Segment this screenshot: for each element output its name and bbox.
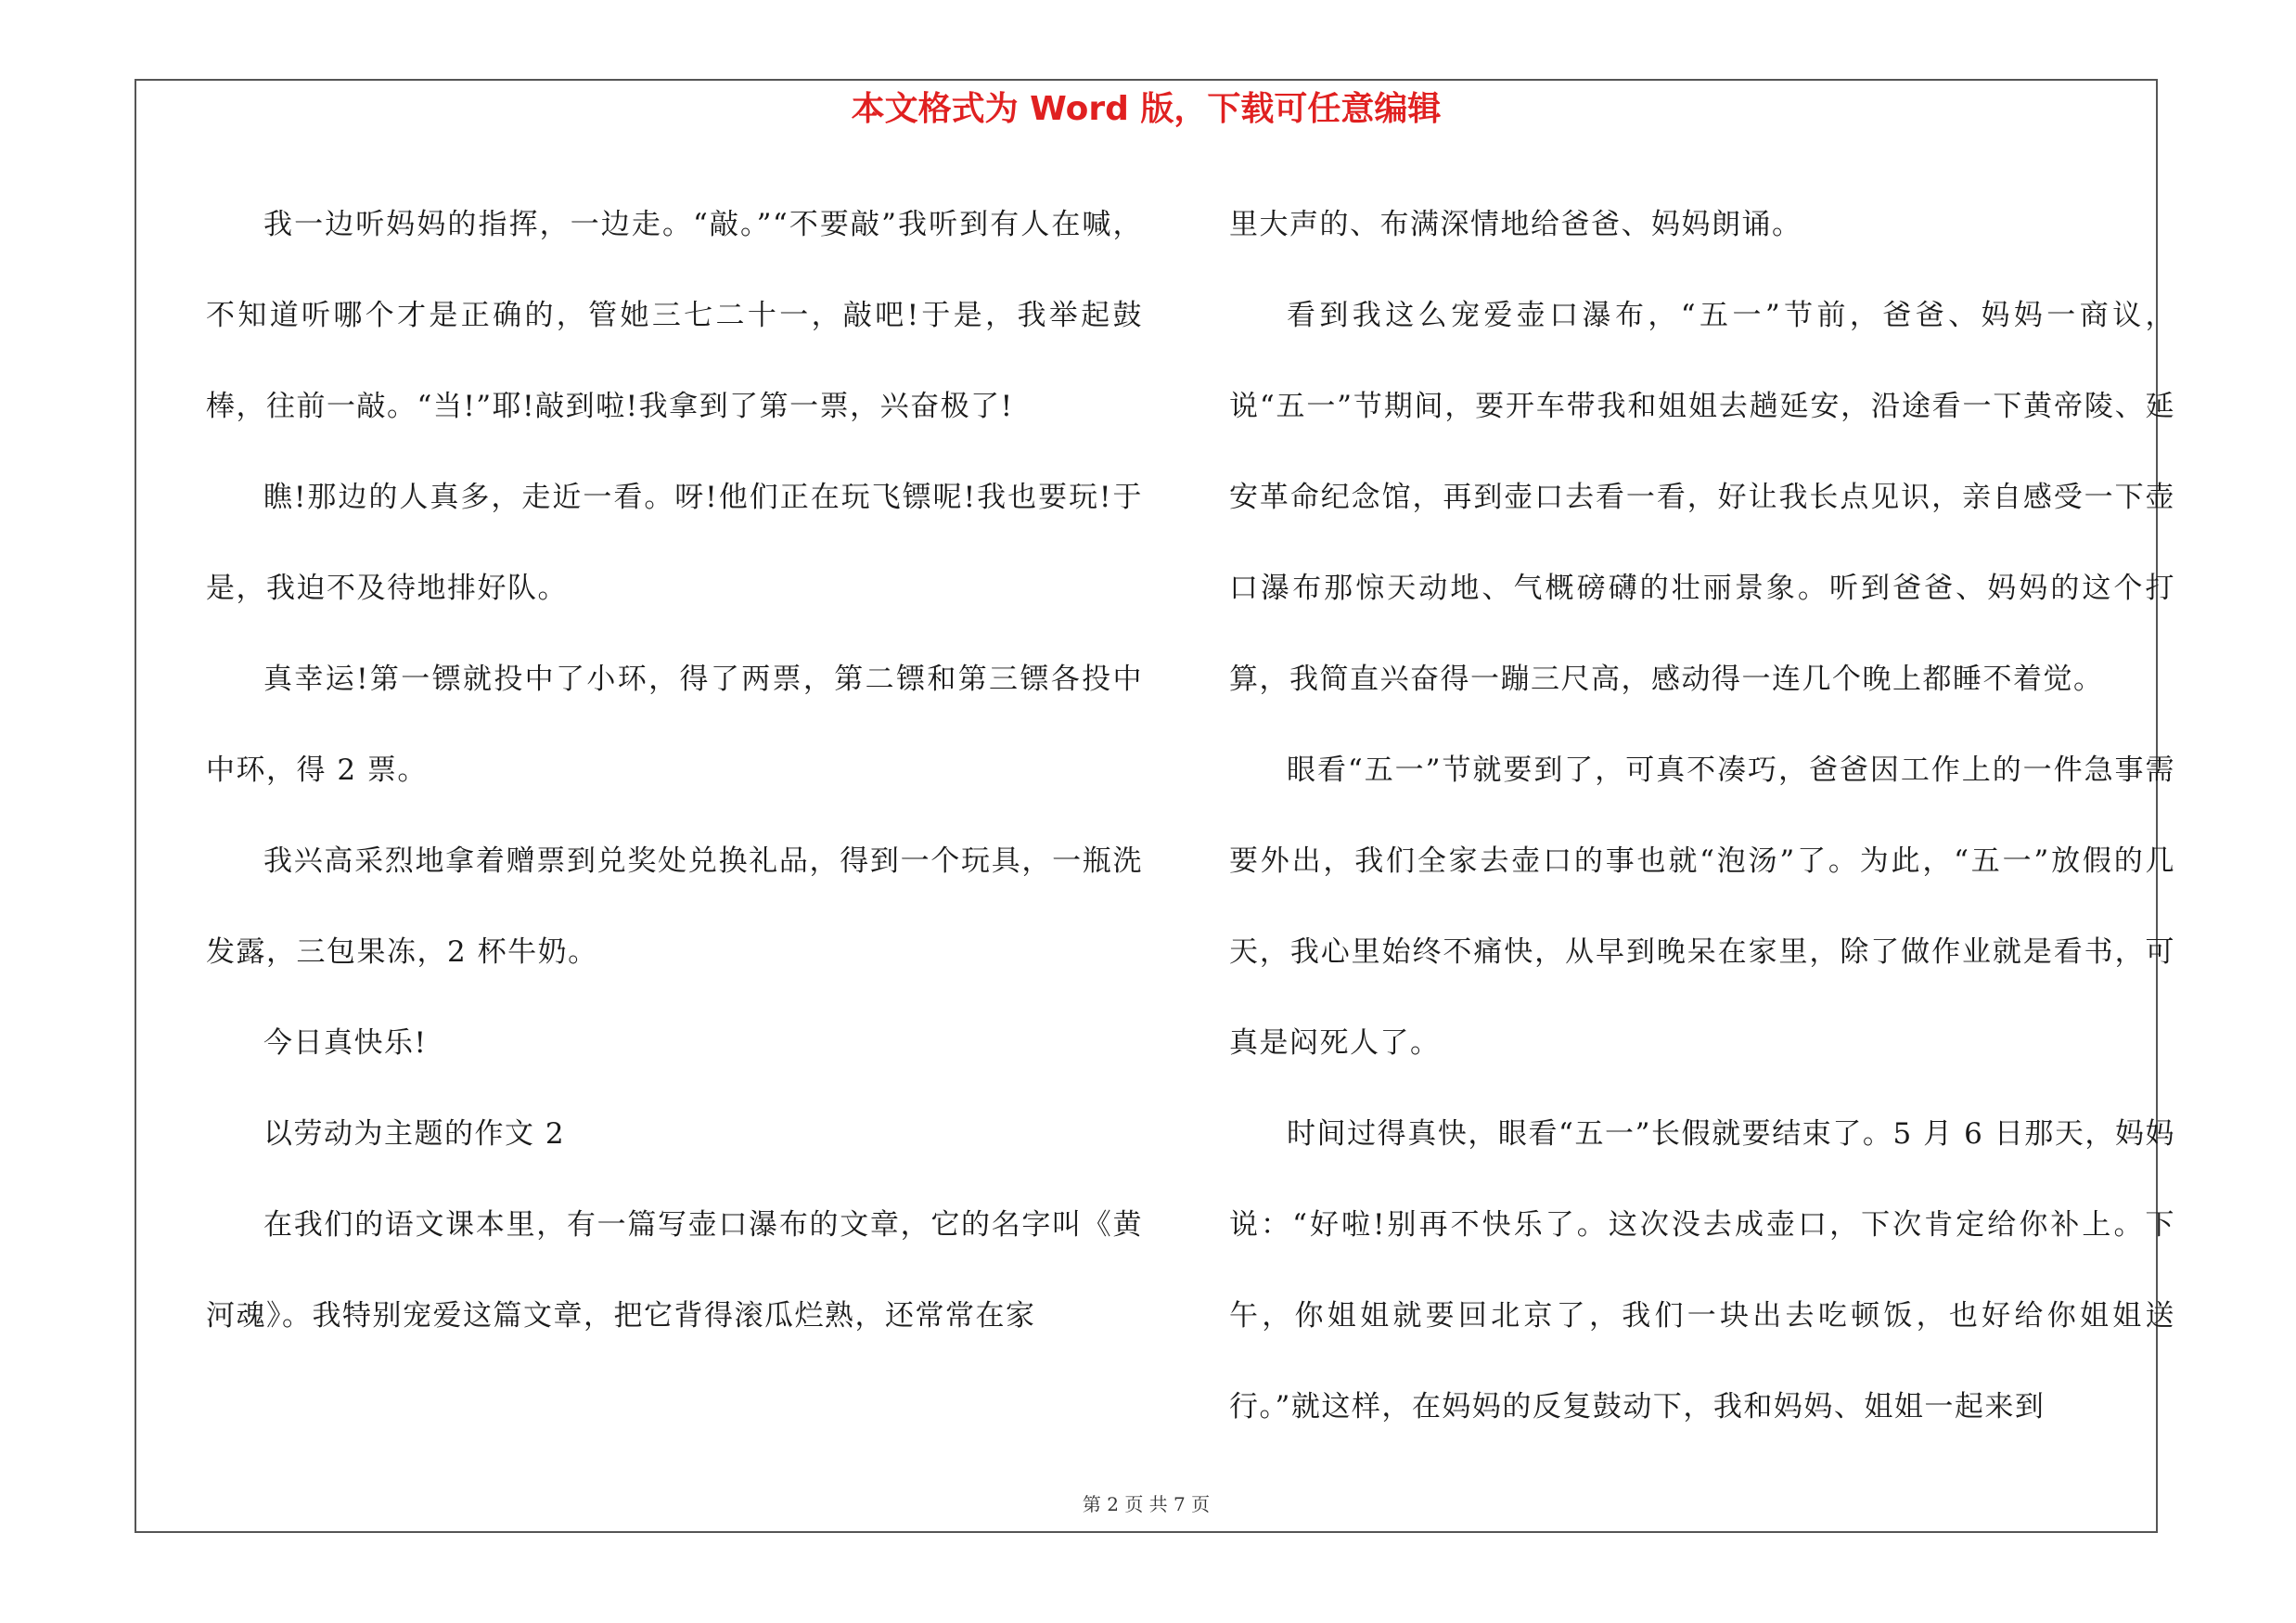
- section-heading: 以劳动为主题的作文 2: [263, 1117, 566, 1151]
- paragraph: 瞧!那边的人真多，走近一看。呀!他们正在玩飞镖呢!我也要玩!于是，我迫不及待地排好队。: [206, 481, 1143, 605]
- paragraph: 我一边听妈妈的指挥，一边走。“敲。”“不要敲”我听到有人在喊，不知道听哪个才是正确的，管她三七二十一，敲吧!于是，我举起鼓棒，往前一敲。“当!”耶!敲到啦!我拿到了第一票，兴奋极了!: [206, 208, 1143, 423]
- paragraph: 在我们的语文课本里，有一篇写壶口瀑布的文章，它的名字叫《黄河魂》。我特别宠爱这篇文章，把它背得滚瓜烂熟，还常常在家: [206, 1208, 1143, 1333]
- paragraph: 时间过得真快，眼看“五一”长假就要结束了。5 月 6 日那天，妈妈说：“好啦!别再不快乐了。这次没去成壶口，下次肯定给你补上。下午，你姐姐就要回北京了，我们一块出去吃顿饭，也好给你姐姐送行。”就这样，在妈妈的反复鼓动下，我和妈妈、姐姐一起来到: [1229, 1117, 2175, 1423]
- page-number: 第 2 页 共 7 页: [1082, 1493, 1211, 1515]
- paragraph: 今日真快乐!: [263, 1026, 428, 1060]
- header-banner: 本文格式为 Word 版，下载可任意编辑: [851, 90, 1442, 128]
- paragraph: 眼看“五一”节就要到了，可真不凑巧，爸爸因工作上的一件急事需要外出，我们全家去壶口的事也就“泡汤”了。为此，“五一”放假的几天，我心里始终不痛快，从早到晚呆在家里，除了做作业就是看书，可真是闷死人了。: [1229, 754, 2175, 1060]
- paragraph: 我兴高采烈地拿着赠票到兑奖处兑换礼品，得到一个玩具，一瓶洗发露，三包果冻，2 杯牛奶。: [206, 844, 1143, 969]
- right-column: [1229, 179, 2175, 1452]
- paragraph: 看到我这么宠爱壶口瀑布，“五一”节前，爸爸、妈妈一商议，说“五一”节期间，要开车带我和姐姐去趟延安，沿途看一下黄帝陵、延安革命纪念馆，再到壶口去看一看，好让我长点见识，亲自感受一下壶口瀑布那惊天动地、气概磅礴的壮丽景象。听到爸爸、妈妈的这个打算，我简直兴奋得一蹦三尺高，感动得一连几个晚上都睡不着觉。: [1229, 299, 2175, 696]
- paragraph-continuation: 里大声的、布满深情地给爸爸、妈妈朗诵。: [1229, 208, 1802, 241]
- paragraph: 真幸运!第一镖就投中了小环，得了两票，第二镖和第三镖各投中中环，得 2 票。: [206, 663, 1143, 787]
- left-column: [206, 179, 1143, 1361]
